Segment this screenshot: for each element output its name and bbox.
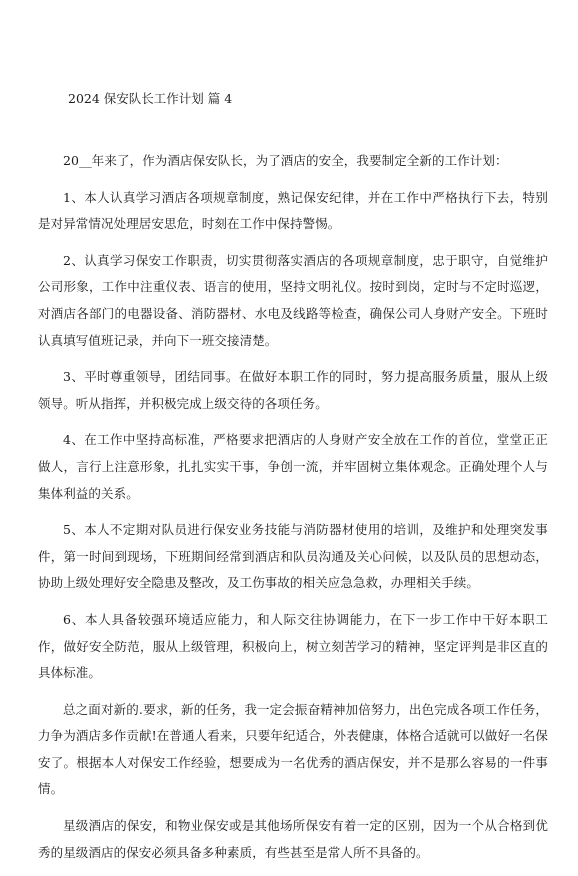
paragraph-intro: 20__年来了，作为酒店保安队长，为了酒店的安全，我要制定全新的工作计划： bbox=[63, 153, 508, 168]
document-title: 2024 保安队长工作计划 篇 4 bbox=[68, 91, 233, 106]
document-body bbox=[38, 148, 548, 876]
paragraph-item-4: 4、在工作中坚持高标准，严格要求把酒店的人身财产安全放在工作的首位，堂堂正正做人，言行上注意形象，扎扎实实干事，争创一流，并牢固树立集体观念。正确处理个人与集体利益的关系。 bbox=[38, 432, 548, 501]
paragraph-item-1: 1、本人认真学习酒店各项规章制度，熟记保安纪律，并在工作中严格执行下去，特别是对异常情况处理居安思危，时刻在工作中保持警惕。 bbox=[38, 189, 548, 232]
paragraph-closing: 星级酒店的保安，和物业保安或是其他场所保安有着一定的区别，因为一个从合格到优秀的星级酒店的保安必须具备多种素质，有些甚至是常人所不具备的。 bbox=[38, 818, 548, 860]
paragraph-item-3: 3、平时尊重领导，团结同事。在做好本职工作的同时，努力提高服务质量，服从上级领导。听从指挥，并积极完成上级交待的各项任务。 bbox=[38, 369, 548, 411]
paragraph-item-5: 5、本人不定期对队员进行保安业务技能与消防器材使用的培训，及维护和处理突发事件，第一时间到现场，下班期间经常到酒店和队员沟通及关心问候，以及队员的思想动态，协助上级处理好安全隐患及整改，及工伤事故的相关应急急救，办理相关手续。 bbox=[38, 522, 548, 591]
paragraph-item-2: 2、认真学习保安工作职责，切实贯彻落实酒店的各项规章制度，忠于职守，自觉维护公司形象，工作中注重仪表、语言的使用，坚持文明礼仪。按时到岗，定时与不定时巡逻，对酒店各部门的电器设备、消防器材、水电及线路等检查，确保公司人身财产安全。下班时认真填写值班记录，并向下一班交接清楚。 bbox=[38, 252, 548, 348]
paragraph-item-6: 6、本人具备较强环境适应能力，和人际交往协调能力，在下一步工作中干好本职工作，做好安全防范，服从上级管理，积极向上，树立刻苦学习的精神，坚定评判是非区直的具体标准。 bbox=[38, 611, 548, 681]
paragraph-summary: 总之面对新的.要求，新的任务，我一定会振奋精神加倍努力，出色完成各项工作任务，力争为酒店多作贡献!在普通人看来，只要年纪适合，外表健康，体格合适就可以做好一名保安了。根据本人对保安工作经验，想要成为一名优秀的酒店保安，并不是那么容易的一件事情。 bbox=[38, 701, 548, 797]
